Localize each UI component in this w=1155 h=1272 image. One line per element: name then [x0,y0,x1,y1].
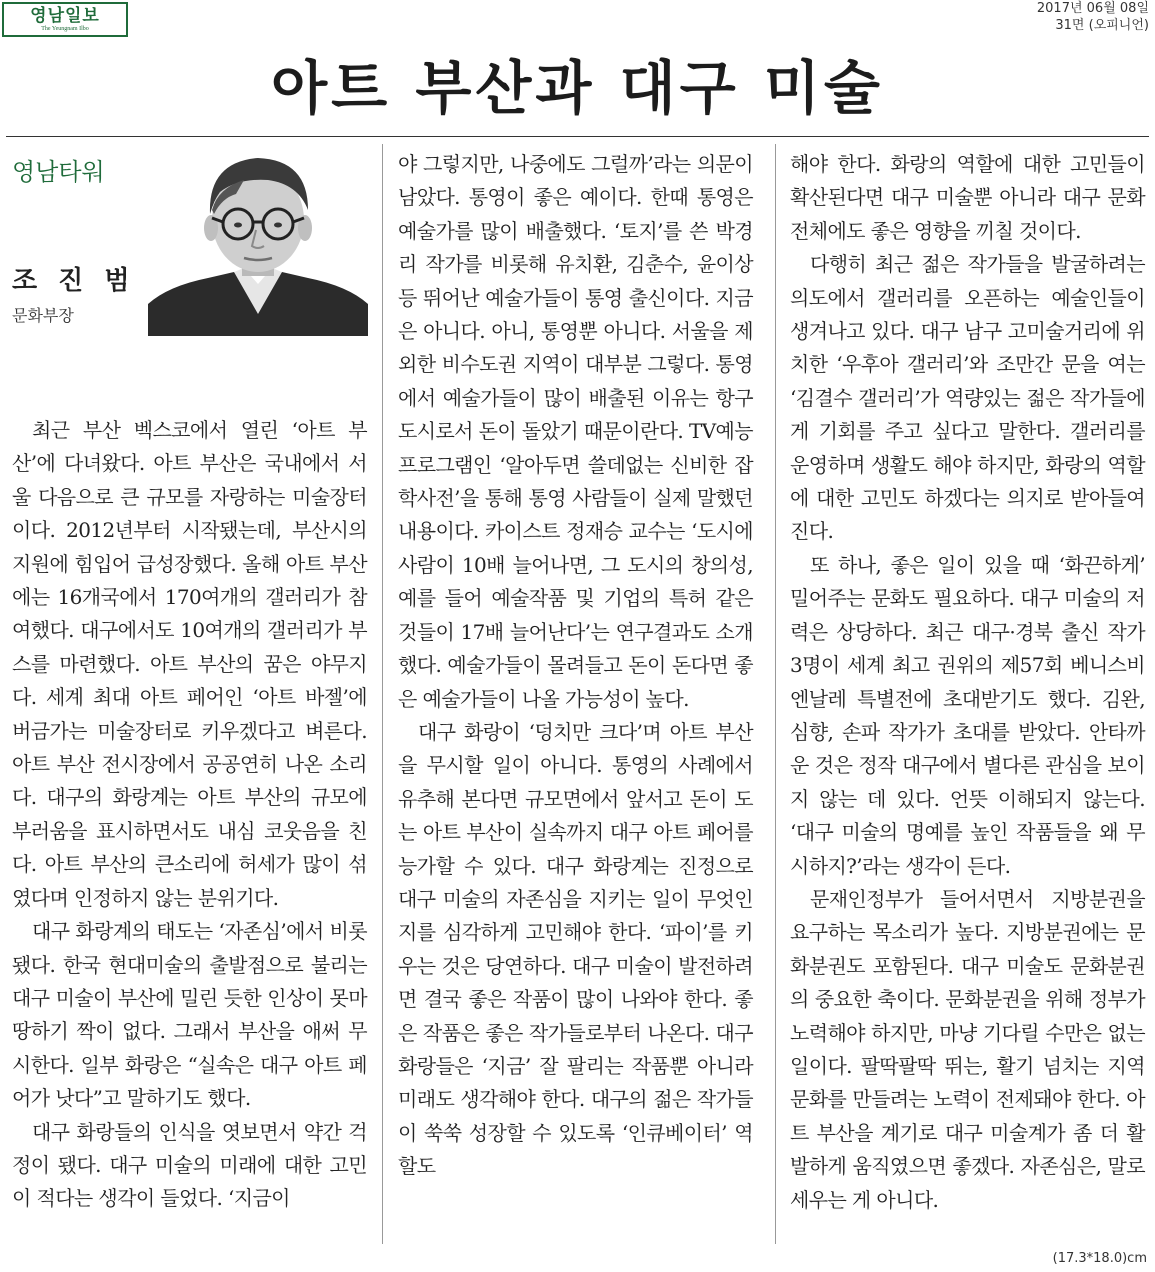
paragraph: 문재인정부가 들어서면서 지방분권을 요구하는 목소리가 높다. 지방분권에는 문화분권도 포함된다. 대구 미술도 문화분권의 중요한 축이다. 문화분권을 위해 정부가 노력해야 하지만, 마냥 기다릴 수만은 없는 일이다. 팔딱팔딱 뛰는, 활기 넘치는 지역 문화를 만들려는 노력이 전제돼야 한다. 아트 부산을 계기로 대구 미술계가 좀 더 활발하게 움직였으면 좋겠다. 자존심은, 말로 세우는 게 아니다. [790,886,1145,1212]
article-column-1 [12,414,367,1216]
column-label: 영남타워 [12,158,105,186]
column-divider-2 [775,144,776,1244]
paragraph: 대구 화랑계의 태도는 ‘자존심’에서 비롯됐다. 한국 현대미술의 출발점으로 불리는 대구 미술이 부산에 밀린 듯한 인상이 못마땅하기 짝이 없다. 그래서 부산을 애써 무시한다. 일부 화랑은 “실속은 대구 아트 페어가 낫다”고 말하기도 했다. [12,919,367,1111]
author-department: 문화부장 [12,306,74,325]
logo-name: 영남일보 [30,5,100,26]
newspaper-logo [2,2,128,37]
paragraph: 대구 화랑이 ‘덩치만 크다’며 아트 부산을 무시할 일이 아니다. 통영의 사례에서 유추해 본다면 규모면에서 앞서고 돈이 도는 아트 부산이 실속까지 대구 아트 페어를 능가할 수 있다. 대구 화랑계는 진정으로 대구 미술의 자존심을 지키는 일이 무엇인지를 심각하게 고민해야 한다. ‘파이’를 키우는 것은 당연하다. 대구 미술이 발전하려면 결국 좋은 작품이 많이 나와야 한다. 좋은 작품은 좋은 작가들로부터 나온다. 대구 화랑들은 ‘지금’ 잘 팔리는 작품뿐 아니라 미래도 생각해야 한다. 대구의 젊은 작가들이 쑥쑥 성장할 수 있도록 ‘인큐베이터’ 역할도 [398,719,753,1179]
headline-rule [6,136,1149,137]
paragraph-continued: 야 그렇지만, 나중에도 그럴까’라는 의문이 남았다. 통영이 좋은 예이다. 한때 통영은 예술가를 많이 배출했다. ‘토지’를 쓴 박경리 작가를 비롯해 유치환, 김춘수, 윤이상 등 뛰어난 예술가들이 통영 출신이다. 지금은 아니다. 아니, 통영뿐 아니다. 서울을 제외한 비수도권 지역이 대부분 그렇다. 통영에서 예술가들이 많이 배출된 이유는 항구도시로서 돈이 돌았기 때문이란다. TV예능프로그램인 ‘알아두면 쓸데없는 신비한 잡학사전’을 통해 통영 사람들이 실제 말했던 내용이다. 카이스트 정재승 교수는 ‘도시에 사람이 10배 늘어나면, 그 도시의 창의성, 예를 들어 예술작품 및 기업의 특허 같은 것들이 17배 늘어난다’는 연구결과도 소개했다. 예술가들이 몰려들고 돈이 돈다면 좋은 예술가들이 나올 가능성이 높다. [398,152,753,711]
publication-date: 2017년 06월 08일 [1036,1,1149,16]
logo-subtitle: The Yeungnam Ilbo [41,25,89,32]
headline: 아트 부산과 대구 미술 [271,54,884,122]
paragraph: 최근 부산 벡스코에서 열린 ‘아트 부산’에 다녀왔다. 아트 부산은 국내에서 서울 다음으로 큰 규모를 자랑하는 미술장터이다. 2012년부터 시작됐는데, 부산시의 지원에 힘입어 급성장했다. 올해 아트 부산에는 16개국에서 170여개의 갤러리가 참여했다. 대구에서도 10여개의 갤러리가 부스를 마련했다. 아트 부산의 꿈은 야무지다. 세계 최대 아트 페어인 ‘아트 바젤’에 버금가는 미술장터로 키우겠다고 벼른다. 아트 부산 전시장에서 공공연히 나온 소리다. 대구의 화랑계는 아트 부산의 규모에 부러움을 표시하면서도 내심 코웃음을 친다. 아트 부산의 큰소리에 허세가 많이 섞였다며 인정하지 않는 분위기다. [12,418,367,910]
column-divider-1 [382,144,383,1244]
article-column-3 [790,148,1145,1217]
publication-meta [1037,0,1149,34]
author-portrait [148,144,368,336]
page-section: 31면 (오피니언) [1055,18,1149,33]
article-size-note: (17.3*18.0)cm [1052,1251,1147,1266]
paragraph: 또 하나, 좋은 일이 있을 때 ‘화끈하게’ 밀어주는 문화도 필요하다. 대구 미술의 저력은 상당하다. 최근 대구·경북 출신 작가 3명이 세계 최고 권위의 제57회 베니스비엔날레 특별전에 초대받기도 했다. 김완, 심향, 손파 작가가 초대를 받았다. 안타까운 것은 정작 대구에서 별다른 관심을 보이지 않는 데 있다. 언뜻 이해되지 않는다. ‘대구 미술의 명예를 높인 작품들을 왜 무시하지?’라는 생각이 든다. [790,552,1145,878]
paragraph-continued: 해야 한다. 화랑의 역할에 대한 고민들이 확산된다면 대구 미술뿐 아니라 대구 문화 전체에도 좋은 영향을 끼칠 것이다. [790,152,1145,243]
article-column-2 [398,148,753,1184]
paragraph: 대구 화랑들의 인식을 엿보면서 약간 걱정이 됐다. 대구 미술의 미래에 대한 고민이 적다는 생각이 들었다. ‘지금이 [12,1119,367,1211]
author-name: 조 진 범 [12,266,136,296]
paragraph: 다행히 최근 젊은 작가들을 발굴하려는 의도에서 갤러리를 오픈하는 예술인들이 생겨나고 있다. 대구 남구 고미술거리에 위치한 ‘우후아 갤러리’와 조만간 문을 여는 ‘김결수 갤러리’가 역량있는 젊은 작가들에게 기회를 주고 싶다고 말한다. 갤러리를 운영하며 생활도 해야 하지만, 화랑의 역할에 대한 고민도 하겠다는 의지로 받아들여진다. [790,252,1145,544]
